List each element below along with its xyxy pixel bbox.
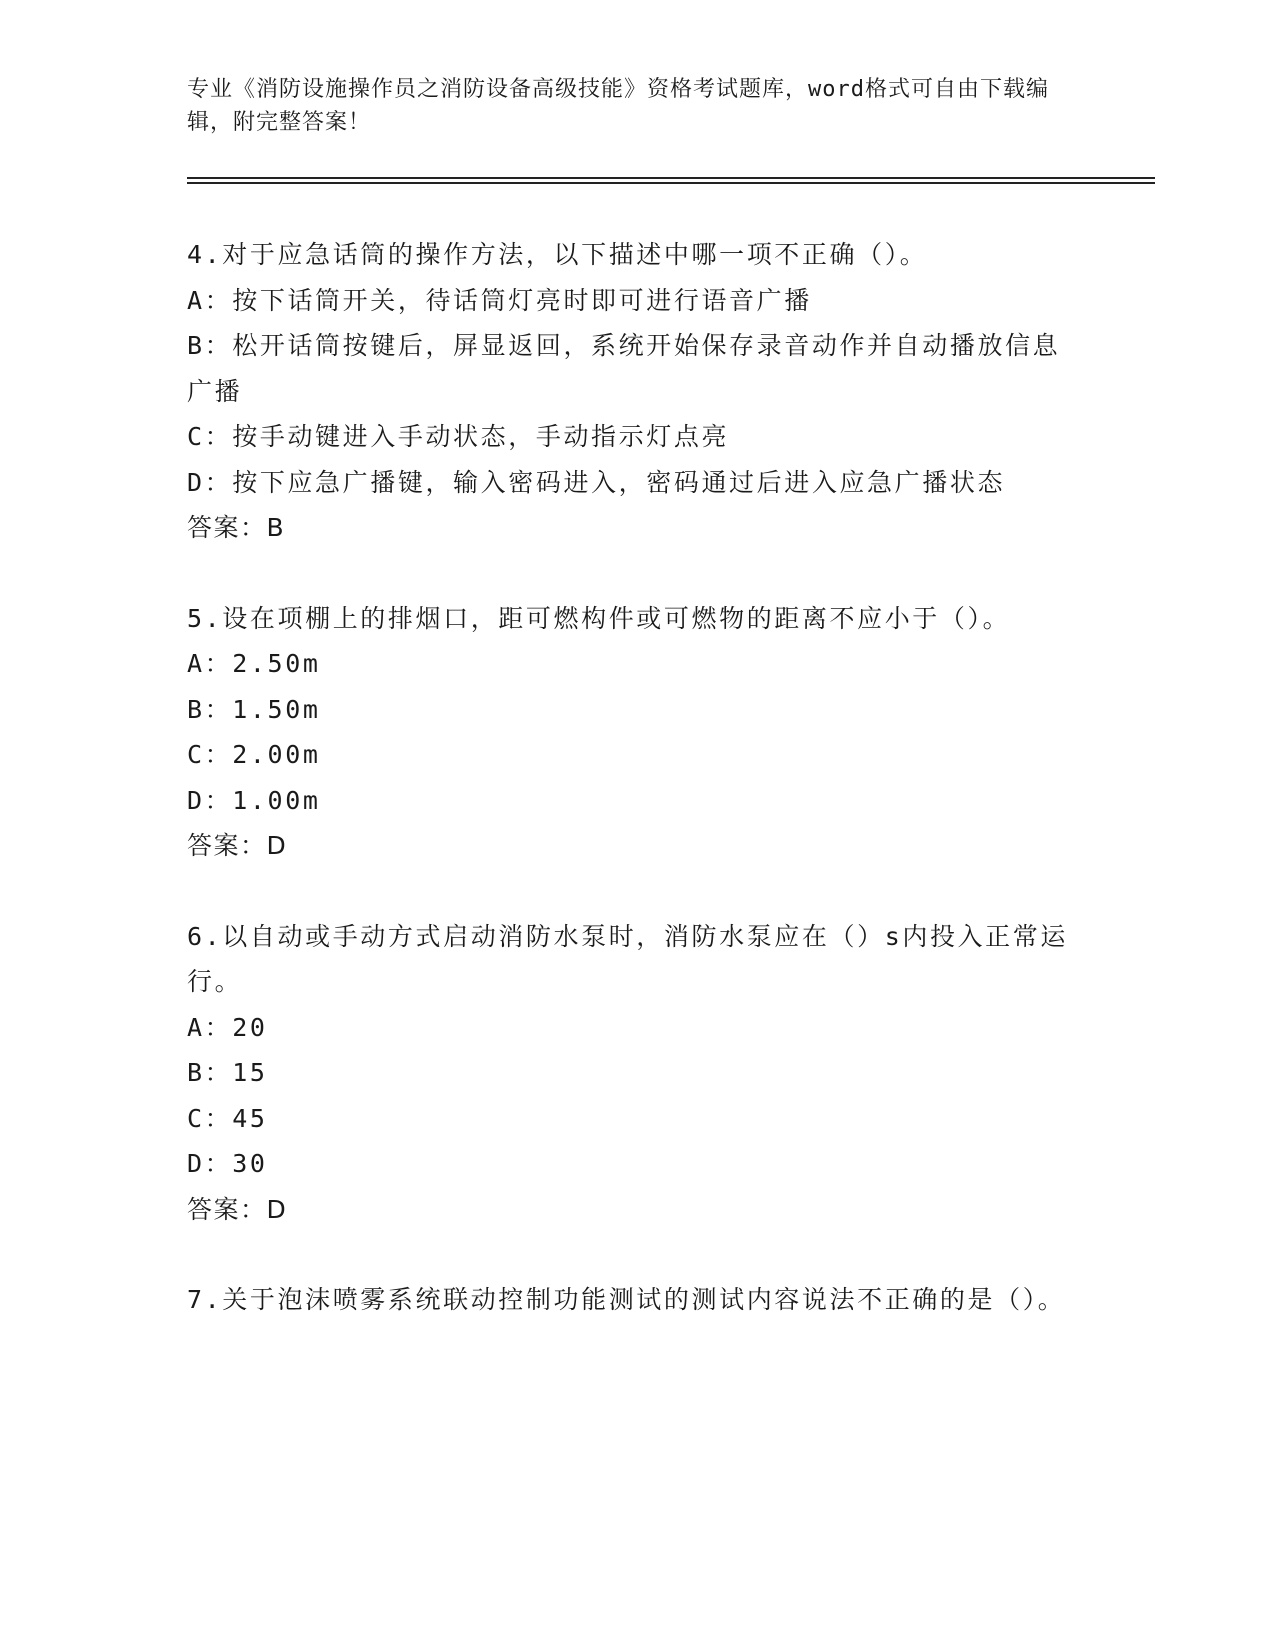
question-text: 6.以自动或手动方式启动消防水泵时，消防水泵应在（）s内投入正常运行。 xyxy=(187,921,1068,996)
option-c: C：2.00m xyxy=(187,740,321,769)
question-text: 7.关于泡沫喷雾系统联动控制功能测试的测试内容说法不正确的是（）。 xyxy=(187,1285,1066,1314)
option-d: D：按下应急广播键，输入密码进入，密码通过后进入应急广播状态 xyxy=(187,467,1006,497)
question-4 xyxy=(187,232,1077,551)
question-7 xyxy=(187,1277,1077,1323)
header-rule-bottom xyxy=(187,182,1155,184)
option-a: A：2.50m xyxy=(187,649,321,678)
option-b: B：1.50m xyxy=(187,694,321,724)
option-a: A：按下话筒开关，待话筒灯亮时即可进行语音广播 xyxy=(187,285,812,315)
option-c: C：按手动键进入手动状态，手动指示灯点亮 xyxy=(187,422,730,451)
option-b: B：15 xyxy=(187,1058,268,1087)
question-text: 5.设在项棚上的排烟口，距可燃构件或可燃物的距离不应小于（）。 xyxy=(187,603,1011,633)
document-header: 专业《消防设施操作员之消防设备高级技能》资格考试题库，word格式可自由下载编辑，附完整答案！ xyxy=(187,77,1049,135)
header-rule-top xyxy=(187,177,1155,179)
option-d: D：30 xyxy=(187,1149,268,1178)
option-c: C：45 xyxy=(187,1103,268,1133)
question-list xyxy=(187,232,1077,1368)
option-a: A：20 xyxy=(187,1012,268,1042)
question-text: 4.对于应急话筒的操作方法，以下描述中哪一项不正确（）。 xyxy=(187,240,928,269)
answer: 答案：B xyxy=(187,513,286,542)
answer: 答案：D xyxy=(187,1194,288,1224)
option-b: B：松开话筒按键后，屏显返回，系统开始保存录音动作并自动播放信息广播 xyxy=(187,331,1061,406)
option-d: D：1.00m xyxy=(187,785,321,815)
answer: 答案：D xyxy=(187,831,288,860)
question-5 xyxy=(187,596,1077,869)
question-6 xyxy=(187,914,1077,1233)
